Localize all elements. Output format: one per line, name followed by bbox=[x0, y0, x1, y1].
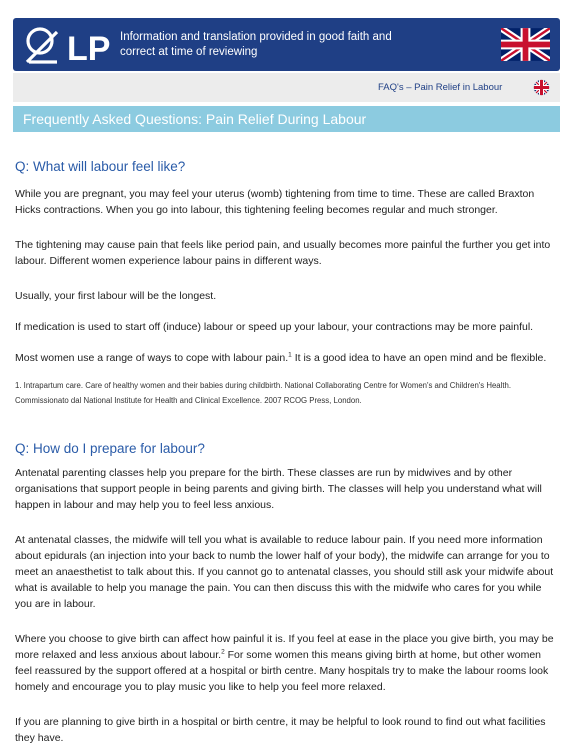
uk-flag-icon[interactable] bbox=[501, 28, 550, 61]
paragraph bbox=[15, 350, 560, 366]
sub-header-bar bbox=[13, 73, 560, 102]
question-heading: Q: What will labour feel like? bbox=[15, 159, 186, 174]
paragraph-text: It is a good idea to have an open mind and be flexible. bbox=[291, 352, 547, 364]
footnote bbox=[15, 378, 560, 408]
page-title-bar bbox=[13, 106, 560, 132]
question-heading: Q: How do I prepare for labour? bbox=[15, 441, 205, 456]
paragraph-text: For some women this means giving birth at home, but other women feel reassured by the support offered at a hospital or birth centre. Many hospitals try to make the labour rooms look homely and encourage you to play music you like to help you feel more relaxed. bbox=[15, 649, 549, 693]
paragraph: At antenatal classes, the midwife will tell you what is available to reduce labour pain. If you need more information about epidurals (an injection into your back to numb the lower half of your body), the midwife can arrange for you to meet an anaesthetist to talk about this. If you cannot go to antenatal classes, you should still ask your midwife about what is available to help you manage the pain. You can then discuss this with the midwife who cares for you while you are in labour. bbox=[15, 534, 554, 610]
paragraph: The tightening may cause pain that feels like period pain, and usually becomes more painful the further you get into labour. Different women experience labour pains in different ways. bbox=[15, 239, 551, 267]
header-tagline: Information and translation provided in good faith and correct at time of reviewing bbox=[120, 31, 392, 58]
paragraph: If medication is used to start off (induce) labour or speed up your labour, your contractions may be more painful. bbox=[15, 321, 534, 333]
logo-text: LP bbox=[67, 30, 111, 66]
la-lp-logo-icon bbox=[23, 24, 111, 66]
paragraph: Antenatal parenting classes help you prepare for the birth. These classes are run by midwives and by other organisations that support people in being parents and giving birth. The classes will help you understand what will happen in labour and may help you to feel less anxious. bbox=[15, 467, 542, 511]
paragraph: Usually, your first labour will be the longest. bbox=[15, 290, 217, 302]
footnote-ref: 1 bbox=[288, 351, 292, 359]
paragraph: While you are pregnant, you may feel your uterus (womb) tightening from time to time. These are called Braxton Hicks contractions. When you go into labour, this tightening feeling becomes regular and much stronger. bbox=[15, 188, 535, 216]
paragraph bbox=[15, 631, 560, 695]
page-title: Frequently Asked Questions: Pain Relief During Labour bbox=[23, 111, 367, 127]
paragraph: If you are planning to give birth in a hospital or birth centre, it may be helpful to look round to find out what facilities they have. bbox=[15, 716, 546, 744]
footnote-ref: 2 bbox=[221, 648, 225, 656]
page-header bbox=[13, 18, 560, 71]
uk-round-flag-icon[interactable] bbox=[533, 79, 550, 96]
faq-reference: FAQ's – Pain Relief in Labour bbox=[378, 82, 503, 93]
paragraph-text: Where you choose to give birth can affect how painful it is. If you feel at ease in the place you give birth, you may be more relaxed and less anxious about labour. bbox=[15, 633, 554, 661]
page-content bbox=[15, 158, 560, 746]
footnote-text: 1. Intrapartum care. Care of healthy women and their babies during childbirth. National Collaborating Centre for Women's and Children's Health. Commissionato dal National Institute for Health and Clinical Excellence. 2007 RCOG Press, London. bbox=[15, 381, 512, 405]
paragraph-text: Most women use a range of ways to cope with labour pain. bbox=[15, 352, 289, 364]
